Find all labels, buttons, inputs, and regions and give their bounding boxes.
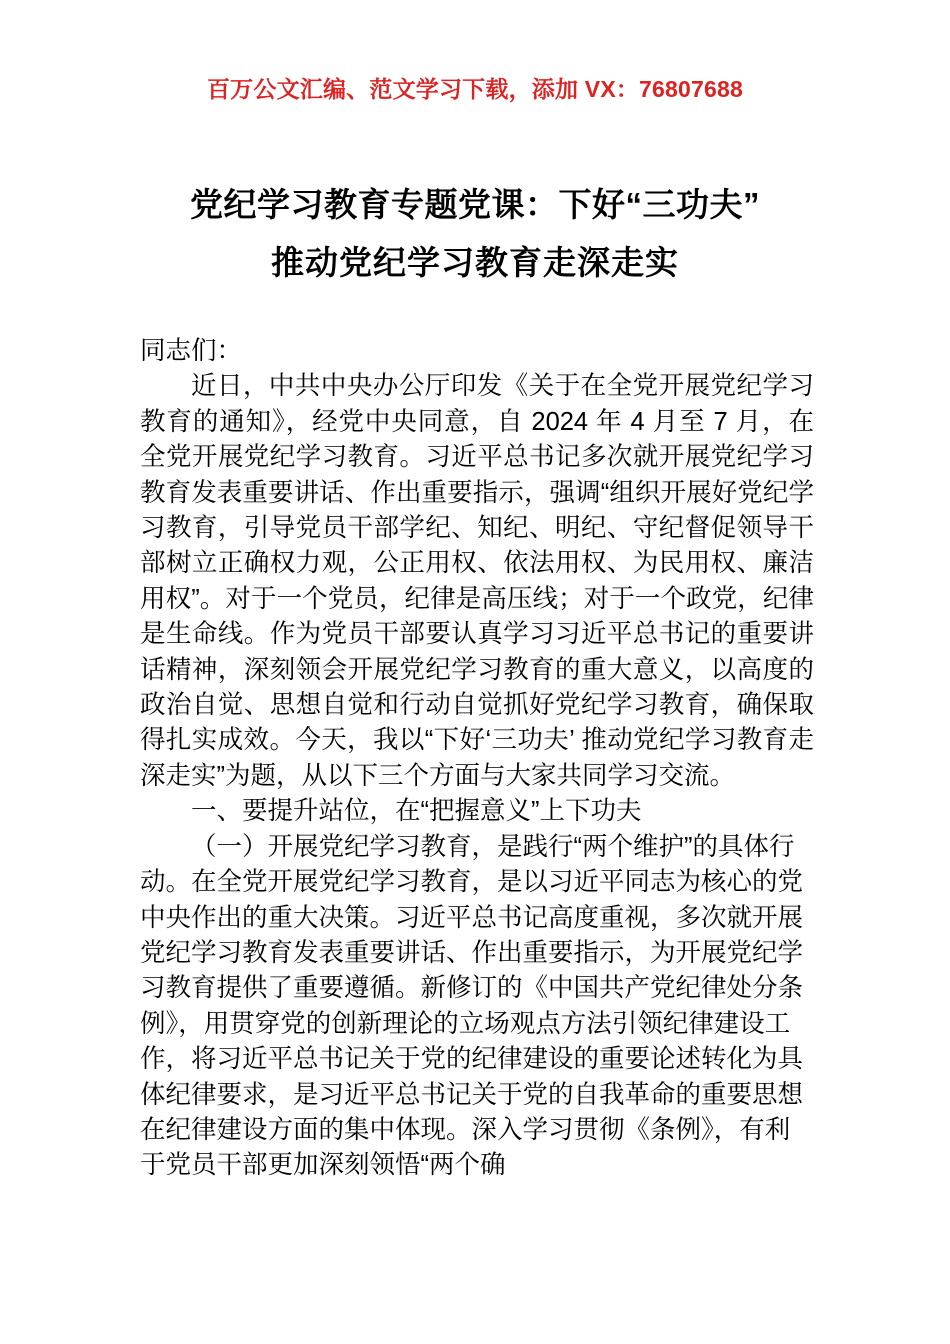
page-title [100, 176, 850, 292]
title-line-2: 推动党纪学习教育走深走实 [271, 244, 679, 281]
section-heading: 一、要提升站位，在“把握意义”上下功夫 [191, 797, 642, 826]
promo-banner [0, 78, 950, 101]
document-body [140, 334, 814, 1184]
salutation: 同志们： [140, 337, 243, 365]
subsection-paragraph: （一）开展党纪学习教育，是践行“两个维护”的具体行动。在全党开展党纪学习教育，是以习近平同志为核心的党中央作出的重大决策。习近平总书记高度重视，多次就开展党纪学习教育发表重要讲话、作出重要指示，为开展党纪学习教育提供了重要遵循。新修订的《中国共产党纪律处分条例》，用贯穿党的创新理论的立场观点方法引领纪律建设工作，将习近平总书记关于党的纪律建设的重要论述转化为具体纪律要求，是习近平总书记关于党的自我革命的重要思想在纪律建设方面的集中体现。深入学习贯彻《条例》，有利于党员干部更加深刻领悟“两个确 [140, 832, 804, 1180]
body-paragraph-1: 近日，中共中央办公厅印发《关于在全党开展党纪学习教育的通知》，经党中央同意，自 2024 年 4 月至 7 月，在全党开展党纪学习教育。习近平总书记多次就开展党纪学习教育发表重要讲话、作出重要指示，强调“组织开展好党纪学习教育，引导党员干部学纪、知纪、明纪、守纪督促领导干部树立正确权力观，公正用权、依法用权、为民用权、廉洁用权”。对于一个党员，纪律是高压线；对于一个政党，纪律是生命线。作为党员干部要认真学习习近平总书记的重要讲话精神，深刻领会开展党纪学习教育的重大意义，以高度的政治自觉、思想自觉和行动自觉抓好党纪学习教育，确保取得扎实成效。今天，我以“下好‘三功夫’ 推动党纪学习教育走深走实”为题，从以下三个方面与大家共同学习交流。 [140, 372, 814, 790]
promo-banner-text: 百万公文汇编、范文学习下载，添加 VX：76807688 [206, 76, 743, 102]
title-line-1: 党纪学习教育专题党课：下好“三功夫” [190, 186, 760, 223]
